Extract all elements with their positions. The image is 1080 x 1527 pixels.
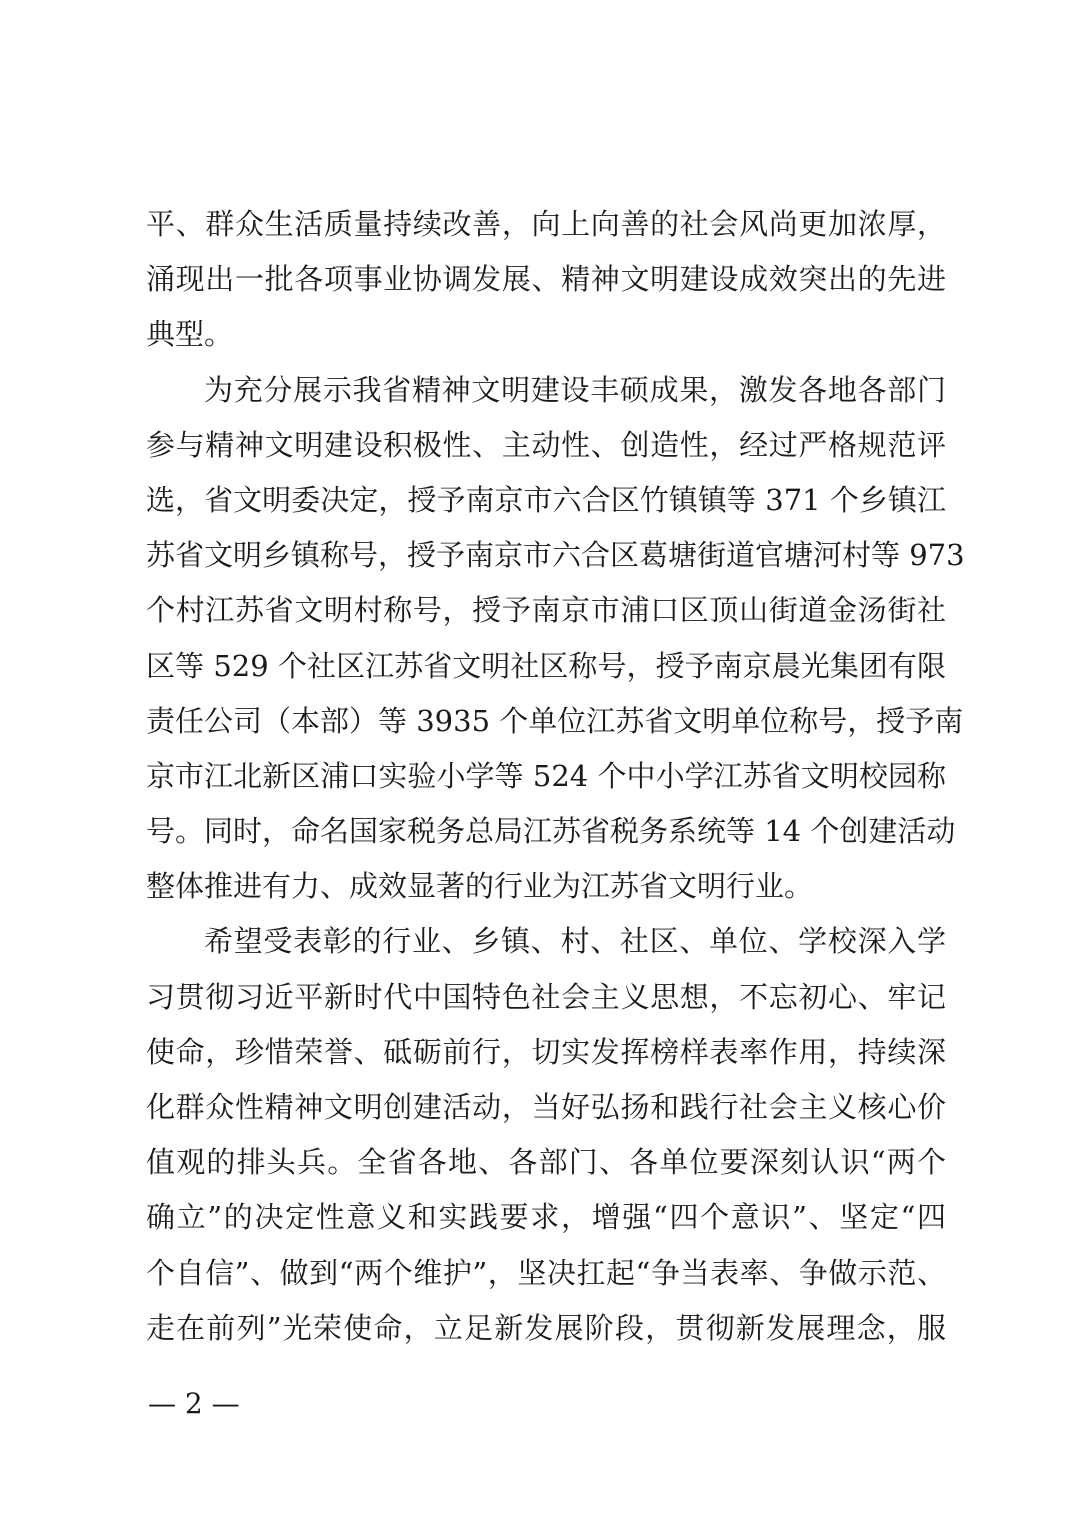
text-line: 苏省文明乡镇称号，授予南京市六合区葛塘街道官塘河村等 973 — [146, 538, 965, 573]
body-text — [146, 197, 965, 1356]
paragraph-first-line: 希望受表彰的行业、乡镇、村、社区、单位、学校深入学 — [204, 924, 946, 959]
text-line: 责任公司（本部）等 3935 个单位江苏省文明单位称号，授予南 — [146, 703, 964, 738]
text-line: 习贯彻习近平新时代中国特色社会主义思想，不忘初心、牢记 — [146, 979, 946, 1014]
text-line: 京市江北新区浦口实验小学等 524 个中小学江苏省文明校园称 — [146, 758, 946, 793]
text-line: 使命，珍惜荣誉、砥砺前行，切实发挥榜样表率作用，持续深 — [146, 1034, 946, 1069]
text-line: 整体推进有力、成效显著的行业为江苏省文明行业。 — [146, 869, 814, 904]
text-line: 典型。 — [146, 317, 234, 352]
text-line: 号。同时，命名国家税务总局江苏省税务系统等 14 个创建活动 — [146, 814, 956, 849]
text-line: 涌现出一批各项事业协调发展、精神文明建设成效突出的先进 — [146, 262, 946, 297]
text-line: 个自信”、做到“两个维护”，坚决扛起“争当表率、争做示范、 — [146, 1255, 946, 1290]
text-line: 化群众性精神文明创建活动，当好弘扬和践行社会主义核心价 — [146, 1090, 946, 1124]
text-line: 个村江苏省文明村称号，授予南京市浦口区顶山街道金汤街社 — [146, 593, 946, 628]
page-number: — 2 — — [148, 1387, 240, 1420]
text-line: 值观的排头兵。全省各地、各部门、各单位要深刻认识“两个 — [146, 1145, 946, 1180]
text-line: 区等 529 个社区江苏省文明社区称号，授予南京晨光集团有限 — [146, 648, 946, 683]
text-line: 确立”的决定性意义和实践要求，增强“四个意识”、坚定“四 — [146, 1200, 946, 1235]
text-line: 平、群众生活质量持续改善，向上向善的社会风尚更加浓厚， — [146, 207, 946, 241]
paragraph-first-line: 为充分展示我省精神文明建设丰硕成果，激发各地各部门 — [204, 372, 946, 407]
text-line: 走在前列”光荣使命，立足新发展阶段，贯彻新发展理念，服 — [146, 1310, 946, 1345]
text-line: 选，省文明委决定，授予南京市六合区竹镇镇等 371 个乡镇江 — [146, 482, 946, 517]
text-line: 参与精神文明建设积极性、主动性、创造性，经过严格规范评 — [146, 427, 946, 462]
